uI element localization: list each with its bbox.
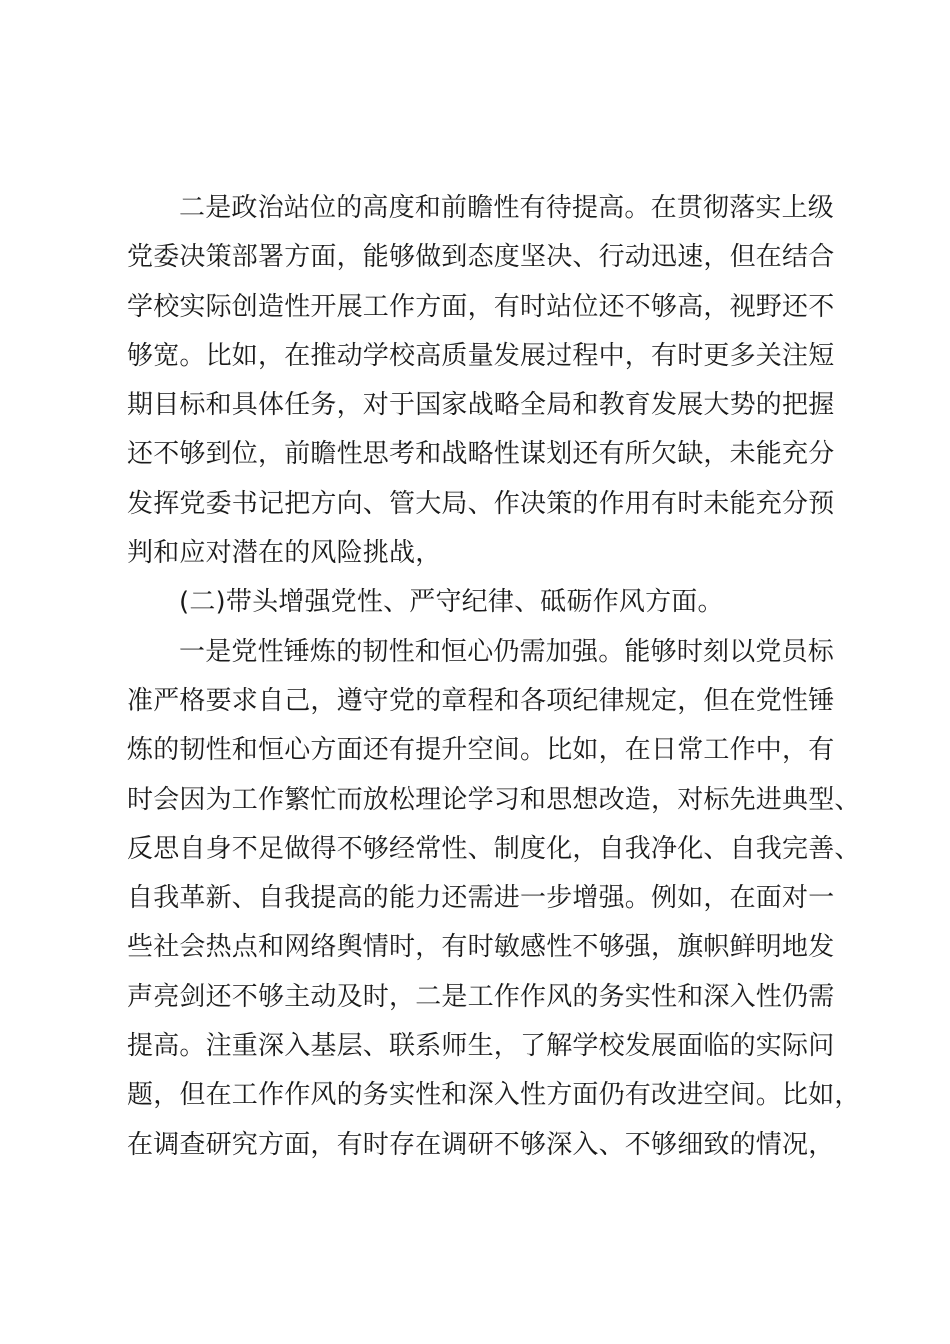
paragraph-line: 学校实际创造性开展工作方面，有时站位还不够高，视野还不 bbox=[127, 291, 835, 322]
document-body bbox=[127, 184, 861, 1170]
paragraph-line: 发挥党委书记把方向、管大局、作决策的作用有时未能充分预 bbox=[127, 488, 835, 519]
paragraph-line: 提高。注重深入基层、联系师生，了解学校发展面临的实际问 bbox=[127, 1031, 835, 1062]
paragraph-line: 够宽。比如，在推动学校高质量发展过程中，有时更多关注短 bbox=[127, 340, 835, 371]
section-heading: (二)带头增强党性、严守纪律、砥砺作风方面。 bbox=[179, 587, 724, 618]
paragraph-line: 题，但在工作作风的务实性和深入性方面仍有改进空间。比如， bbox=[127, 1080, 861, 1111]
paragraph-line: 些社会热点和网络舆情时，有时敏感性不够强，旗帜鲜明地发 bbox=[127, 932, 835, 963]
paragraph-line: 反思自身不足做得不够经常性、制度化，自我净化、自我完善、 bbox=[127, 833, 861, 864]
paragraph-line: 炼的韧性和恒心方面还有提升空间。比如，在日常工作中，有 bbox=[127, 735, 835, 766]
paragraph-line: 在调查研究方面，有时存在调研不够深入、不够细致的情况， bbox=[127, 1129, 835, 1160]
paragraph-line: 二是政治站位的高度和前瞻性有待提高。在贯彻落实上级 bbox=[179, 193, 835, 223]
paragraph-line: 判和应对潜在的风险挑战， bbox=[127, 538, 442, 569]
paragraph-line: 准严格要求自己，遵守党的章程和各项纪律规定，但在党性锤 bbox=[127, 685, 835, 716]
paragraph-line: 时会因为工作繁忙而放松理论学习和思想改造，对标先进典型、 bbox=[127, 784, 861, 815]
paragraph-line: 一是党性锤炼的韧性和恒心仍需加强。能够时刻以党员标 bbox=[179, 636, 835, 667]
paragraph-line: 自我革新、自我提高的能力还需进一步增强。例如，在面对一 bbox=[127, 883, 835, 914]
paragraph-line: 还不够到位，前瞻性思考和战略性谋划还有所欠缺，未能充分 bbox=[127, 439, 835, 470]
paragraph-line: 党委决策部署方面，能够做到态度坚决、行动迅速，但在结合 bbox=[127, 242, 835, 273]
paragraph-line: 期目标和具体任务，对于国家战略全局和教育发展大势的把握 bbox=[127, 390, 835, 421]
paragraph-line: 声亮剑还不够主动及时，二是工作作风的务实性和深入性仍需 bbox=[127, 981, 835, 1012]
